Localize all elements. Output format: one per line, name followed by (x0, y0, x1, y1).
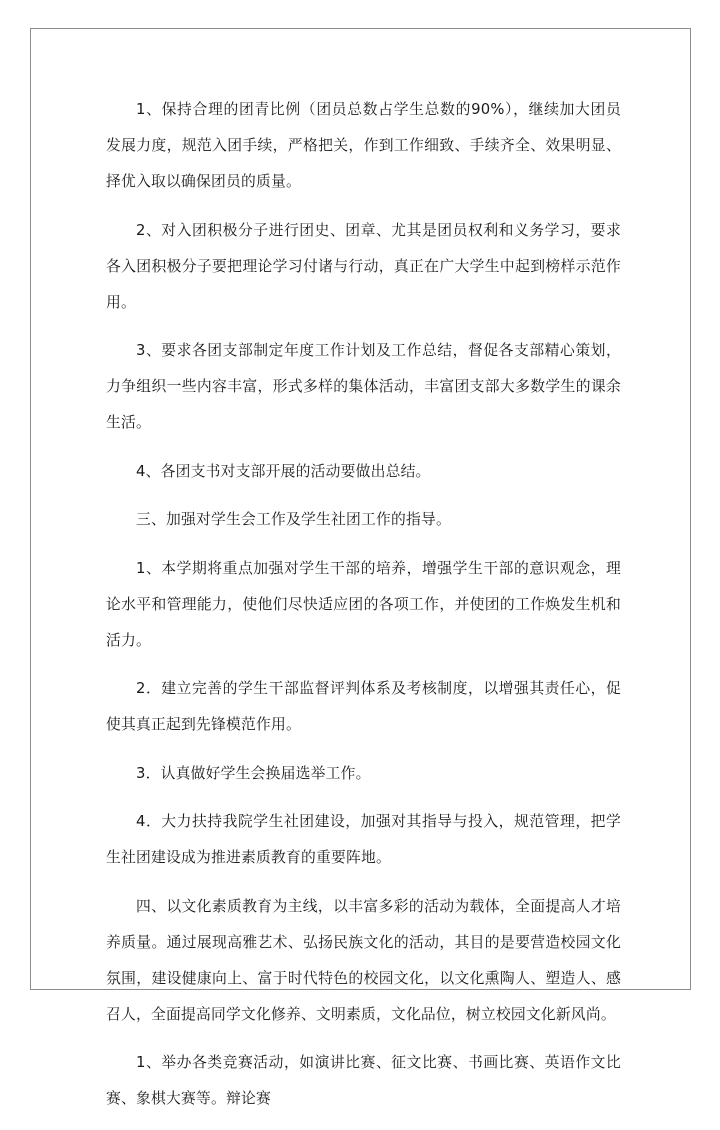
section-heading: 四、以文化素质教育为主线，以丰富多彩的活动为载体，全面提高人才培养质量。通过展现高雅艺术、弘扬民族文化的活动，其目的是要营造校园文化氛围，建设健康向上、富于时代特色的校园文化，以文化熏陶人、塑造人、感召人，全面提高同学文化修养、文明素质，文化品位，树立校园文化新风尚。 (106, 897, 621, 1023)
section-heading: 三、加强对学生会工作及学生社团工作的指导。 (136, 511, 451, 528)
paragraph: 1、本学期将重点加强对学生干部的培养，增强学生干部的意识观念，理论水平和管理能力，使他们尽快适应团的各项工作，并使团的工作焕发生机和活力。 (106, 559, 621, 649)
paragraph: 2．建立完善的学生干部监督评判体系及考核制度，以增强其责任心，促使其真正起到先锋模范作用。 (106, 680, 621, 733)
paragraph: 4、各团支书对支部开展的活动要做出总结。 (136, 462, 431, 480)
document-body (106, 92, 621, 1130)
paragraph: 1、举办各类竞赛活动，如演讲比赛、征文比赛、书画比赛、英语作文比赛、象棋大赛等。辩论赛 (106, 1054, 621, 1107)
paragraph: 4．大力扶持我院学生社团建设，加强对其指导与投入，规范管理，把学生社团建设成为推进素质教育的重要阵地。 (106, 813, 621, 866)
paragraph: 2、对入团积极分子进行团史、团章、尤其是团员权利和义务学习，要求各入团积极分子要把理论学习付诸与行动，真正在广大学生中起到榜样示范作用。 (106, 221, 621, 311)
paragraph: 1、保持合理的团青比例（团员总数占学生总数的90%），继续加大团员发展力度，规范入团手续，严格把关，作到工作细致、手续齐全、效果明显、择优入取以确保团员的质量。 (106, 101, 621, 190)
paragraph: 3、要求各团支部制定年度工作计划及工作总结，督促各支部精心策划，力争组织一些内容丰富，形式多样的集体活动，丰富团支部大多数学生的课余生活。 (106, 342, 621, 431)
paragraph: 3．认真做好学生会换届选举工作。 (136, 764, 371, 782)
